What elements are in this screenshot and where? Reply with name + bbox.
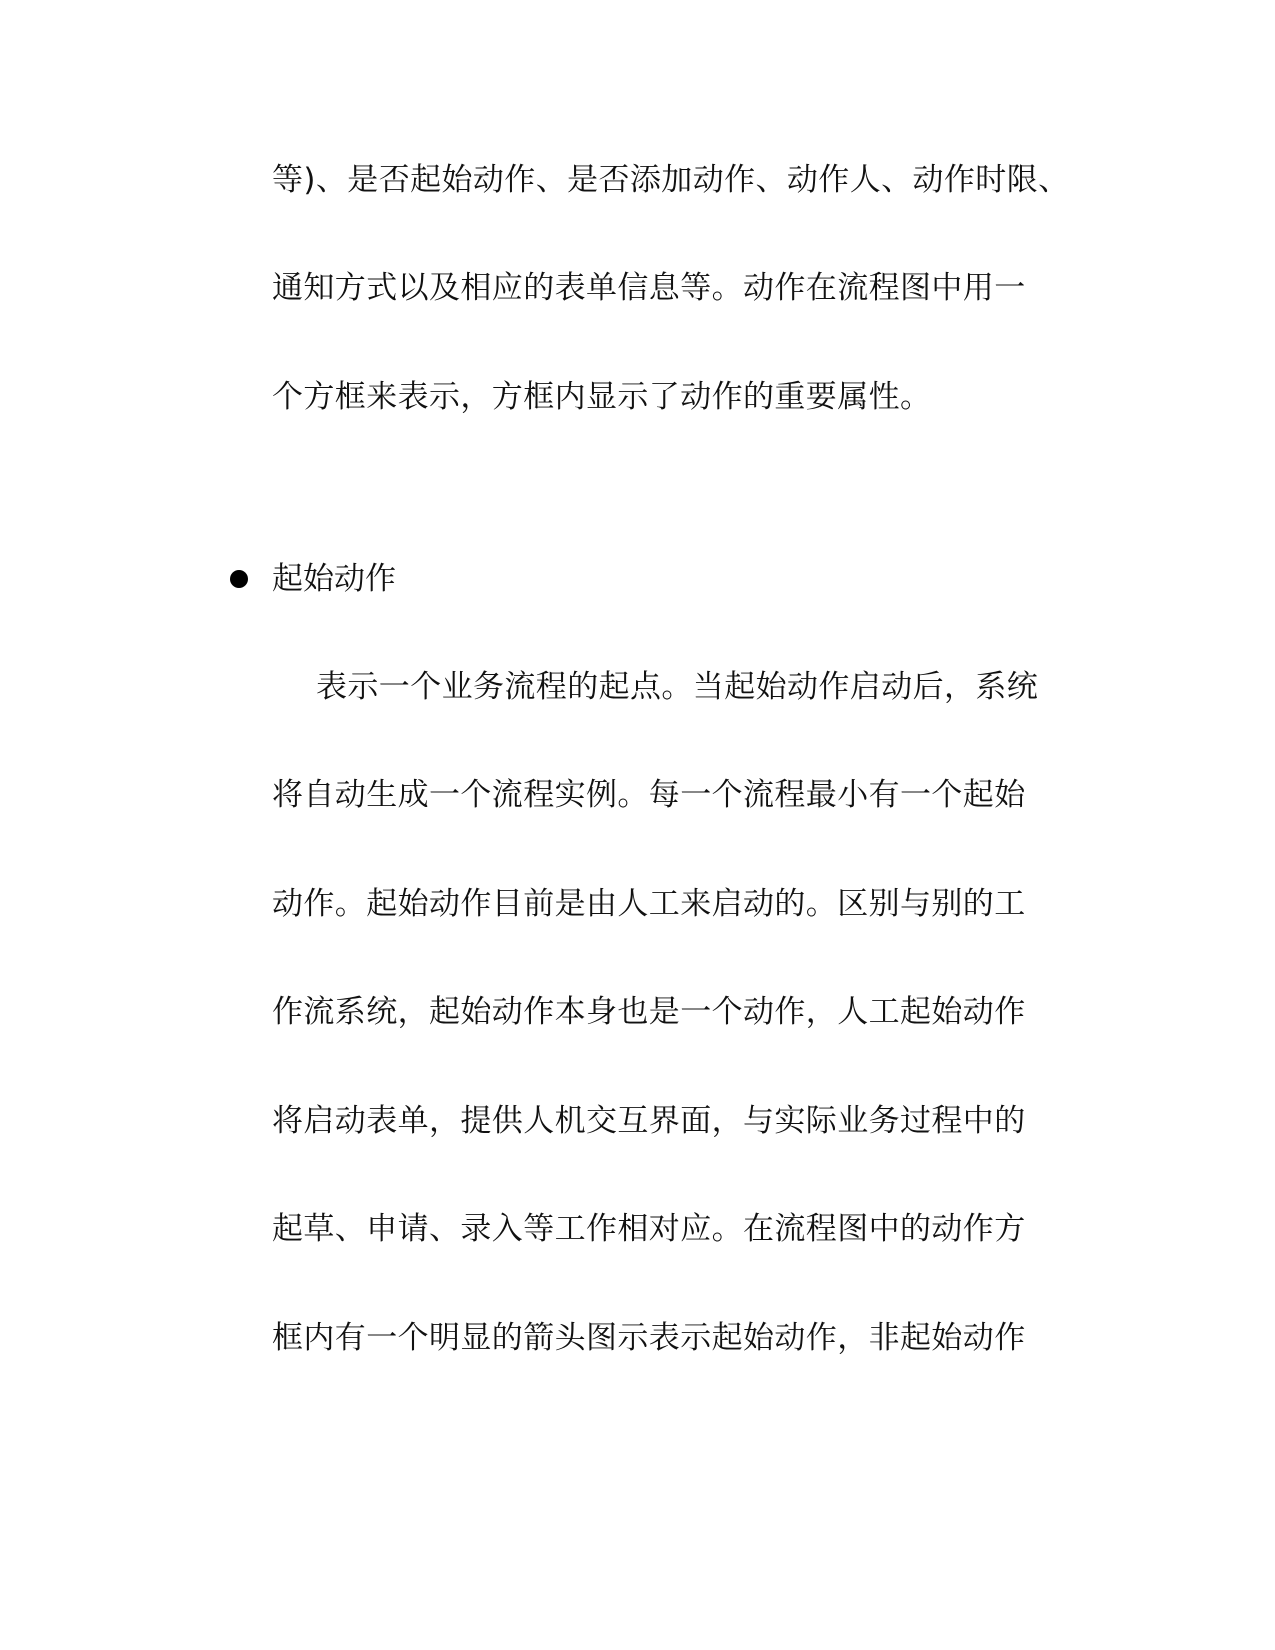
bullet-dot-icon (230, 570, 248, 588)
paragraph-line: 等)、是否起始动作、是否添加动作、动作人、动作时限、 (272, 162, 1070, 198)
paragraph-line: 动作。起始动作目前是由人工来启动的。区别与别的工 (272, 886, 1026, 922)
paragraph-line: 将启动表单，提供人机交互界面，与实际业务过程中的 (272, 1103, 1026, 1139)
paragraph-line: 作流系统，起始动作本身也是一个动作，人工起始动作 (272, 994, 1026, 1030)
paragraph-line: 将自动生成一个流程实例。每一个流程最小有一个起始 (272, 777, 1026, 813)
bullet-heading: 起始动作 (272, 561, 396, 597)
paragraph-line: 个方框来表示，方框内显示了动作的重要属性。 (272, 379, 932, 415)
paragraph-line: 框内有一个明显的箭头图示表示起始动作，非起始动作 (272, 1320, 1026, 1356)
paragraph-line: 表示一个业务流程的起点。当起始动作启动后，系统 (316, 669, 1039, 705)
paragraph-line: 通知方式以及相应的表单信息等。动作在流程图中用一 (272, 270, 1026, 306)
paragraph-line: 起草、申请、录入等工作相对应。在流程图中的动作方 (272, 1211, 1026, 1247)
